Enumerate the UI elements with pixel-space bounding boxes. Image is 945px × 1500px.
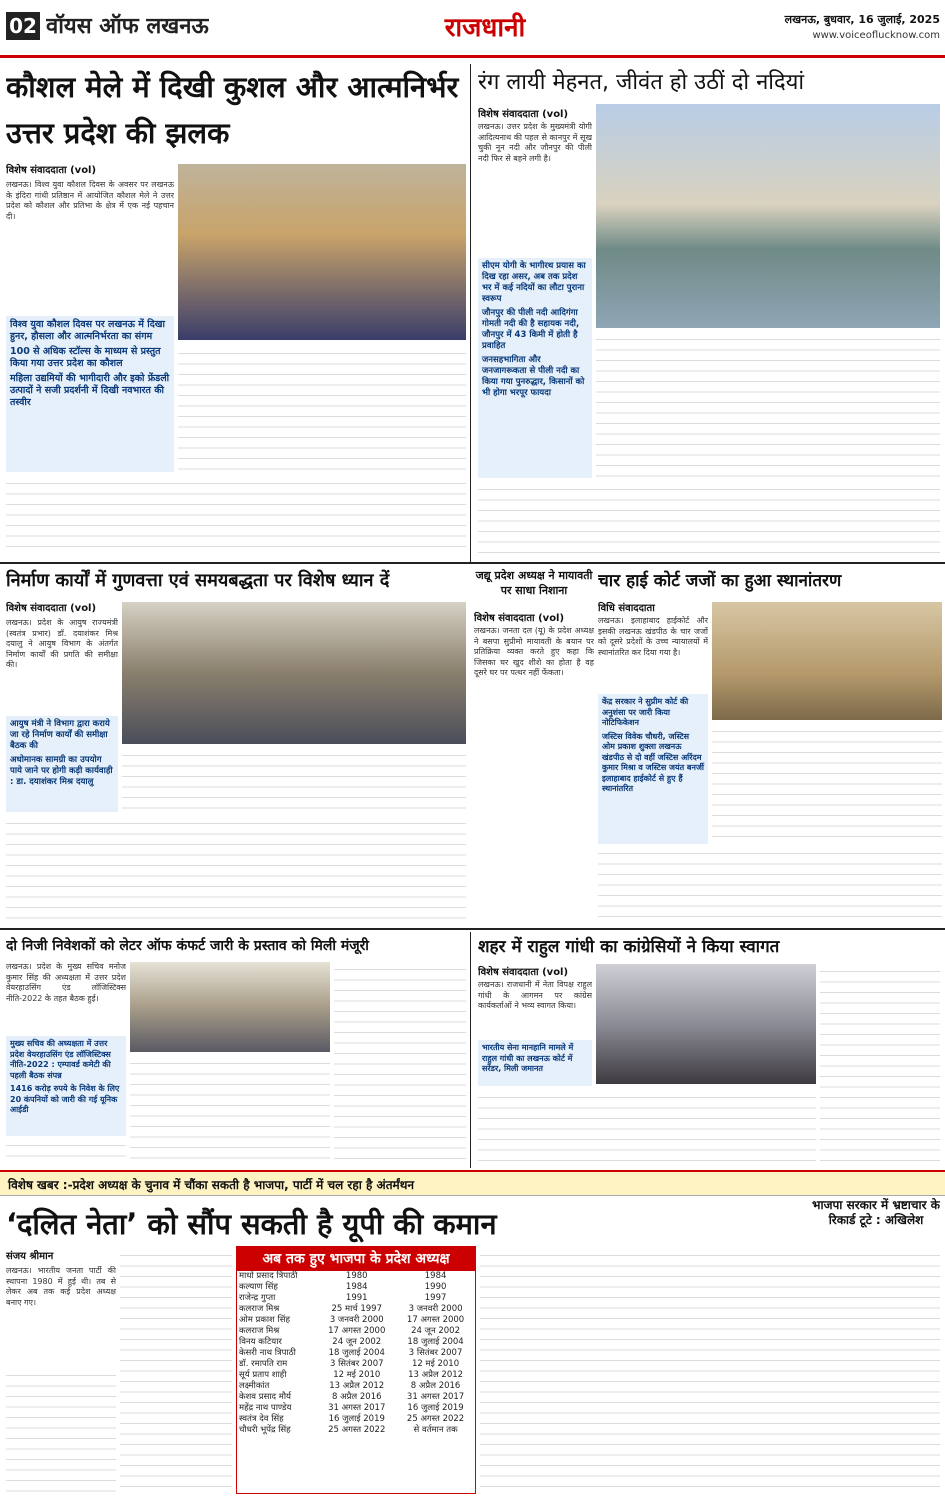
story3-photo: [122, 602, 466, 744]
story3-body-right: [122, 748, 466, 814]
presidents-table-row: [237, 1370, 475, 1381]
presidents-table-cell: महेंद्र नाथ पाण्डेय: [239, 1403, 292, 1413]
presidents-table-cell: 13 अप्रैल 2012: [329, 1381, 385, 1391]
column-divider: [470, 932, 471, 1168]
story7-byline: विशेष संवाददाता (vol): [478, 967, 569, 978]
story2-body-columns: [596, 332, 940, 478]
story8-body-col2: [120, 1248, 232, 1494]
story7-photo: [596, 964, 816, 1084]
story8-body-right: [480, 1248, 940, 1494]
presidents-table-row: [237, 1425, 475, 1436]
paper-logo: राजधानी: [444, 13, 526, 43]
presidents-table-cell: 12 मई 2010: [412, 1359, 460, 1369]
presidents-table-cell: 8 अप्रैल 2016: [331, 1392, 382, 1402]
story1-photo: [178, 164, 466, 340]
story2-photo: [596, 104, 940, 328]
story4-byline: विशेष संवाददाता (vol): [474, 613, 565, 624]
story6-body-mid: [130, 1056, 330, 1166]
presidents-table-row: [237, 1359, 475, 1370]
story1-bullet: विश्व युवा कौशल दिवस पर लखनऊ में दिखा हुनर, हौसला और आत्मनिर्भरता का संगम: [10, 319, 165, 342]
story3-lead: लखनऊ। प्रदेश के आयुष राज्यमंत्री (स्वतंत्र प्रभार) डॉ. दयाशंकर मिश्र दयालु ने आयुष विभाग के अंतर्गत निर्माण कार्यों की प्रगति की समीक्षा की।: [6, 618, 118, 669]
presidents-table-row: [237, 1271, 475, 1282]
presidents-table-cell: से वर्तमान तक: [413, 1425, 458, 1435]
presidents-table-cell: 13 अप्रैल 2012: [408, 1370, 464, 1380]
website-link[interactable]: www.voiceoflucknow.com: [812, 30, 940, 41]
presidents-table-cell: कल्याण सिंह: [239, 1282, 278, 1292]
presidents-table-row: [237, 1282, 475, 1293]
story3-bullet: आयुष मंत्री ने विभाग द्वारा कराये जा रहे निर्माण कार्यों की समीक्षा बैठक की: [10, 719, 110, 751]
presidents-table: [237, 1271, 475, 1436]
presidents-table-cell: 16 जुलाई 2019: [328, 1414, 385, 1424]
story8-byline: संजय श्रीमान: [6, 1251, 54, 1262]
story2-body-bottom: [478, 482, 940, 560]
story2-bullet: जनसहभागिता और जनजागरूकता से पीली नदी का किया गया पुनरुद्धार, किसानों को भी होगा भरपूर फायदा: [482, 355, 585, 398]
presidents-box-title: अब तक हुए भाजपा के प्रदेश अध्यक्ष: [237, 1247, 475, 1271]
presidents-table-cell: 3 सितंबर 2007: [408, 1348, 463, 1358]
section-divider: [0, 562, 945, 564]
presidents-table-cell: 1984: [345, 1282, 368, 1292]
presidents-table-row: [237, 1403, 475, 1414]
presidents-table-cell: ओम प्रकाश सिंह: [239, 1315, 290, 1325]
presidents-table-cell: माधो प्रसाद त्रिपाठी: [239, 1271, 298, 1281]
presidents-table-cell: 3 जनवरी 2000: [329, 1315, 384, 1325]
story3-headline: निर्माण कार्यों में गुणवत्ता एवं समयबद्धता पर विशेष ध्यान दें: [6, 570, 390, 591]
story1-byline: विशेष संवाददाता (vol): [6, 165, 97, 176]
presidents-table-cell: 17 अगस्त 2000: [406, 1315, 465, 1325]
story5-byline: विधि संवाददाता: [598, 603, 655, 614]
presidents-table-row: [237, 1337, 475, 1348]
presidents-table-row: [237, 1392, 475, 1403]
presidents-table-cell: 1991: [345, 1293, 368, 1303]
story5-bullet: केंद्र सरकार ने सुप्रीम कोर्ट की अनुशंसा पर जारी किया नोटिफिकेशन: [602, 697, 689, 727]
presidents-table-cell: सूर्य प्रताप शाही: [239, 1370, 287, 1380]
section-divider: [0, 928, 945, 930]
story5-body-right: [712, 724, 942, 844]
presidents-table-cell: लक्ष्मीकांत: [239, 1381, 270, 1391]
story5-lead: लखनऊ। इलाहाबाद हाईकोर्ट और इसकी लखनऊ खंडपीठ के चार जजों को दूसरे प्रदेशों के उच्च न्यायालयों में स्थानांतरित कर दिया गया है।: [598, 616, 708, 657]
story6-photo: [130, 962, 330, 1052]
story6-headline: दो निजी निवेशकों को लेटर ऑफ कंफर्ट जारी के प्रस्ताव को मिली मंजूरी: [6, 938, 369, 954]
edition-title: वॉयस ऑफ लखनऊ: [46, 14, 209, 39]
presidents-table-cell: 18 जुलाई 2004: [407, 1337, 464, 1347]
special-news-text: विशेष खबर :-प्रदेश अध्यक्ष के चुनाव में चौंका सकती है भाजपा, पार्टी में चल रहा है अंतर्मंथन: [8, 1178, 415, 1192]
presidents-table-cell: 18 जुलाई 2004: [328, 1348, 385, 1358]
story7-bullets: [478, 1040, 592, 1086]
presidents-table-cell: 17 अगस्त 2000: [328, 1326, 386, 1336]
story3-bullet: अधोमानक सामग्री का उपयोग पाये जाने पर होगी कड़ी कार्यवाही : डा. दयाशंकर मिश्र दयालु: [10, 755, 113, 787]
presidents-table-cell: 3 सितंबर 2007: [329, 1359, 384, 1369]
presidents-table-cell: 25 अगस्त 2022: [328, 1425, 386, 1435]
story7-body: [478, 1090, 816, 1166]
dateline: लखनऊ, बुधवार, 16 जुलाई, 2025: [784, 13, 940, 26]
story3-bullets: [6, 716, 118, 812]
masthead: [0, 0, 945, 58]
presidents-table-cell: केसरी नाथ त्रिपाठी: [239, 1348, 296, 1358]
story3-body: [6, 816, 466, 926]
story7-headline: शहर में राहुल गांधी का कांग्रेसियों ने किया स्वागत: [478, 937, 780, 957]
presidents-table-cell: 1984: [424, 1271, 447, 1281]
presidents-table-cell: केशव प्रसाद मौर्य: [239, 1392, 291, 1402]
story7-body-right: [820, 964, 940, 1166]
story2-byline: विशेष संवाददाता (vol): [478, 109, 569, 120]
story5-headline: चार हाई कोर्ट जजों का हुआ स्थानांतरण: [598, 571, 842, 591]
page-number: 02: [6, 12, 40, 40]
story5-bullet: जस्टिस विवेक चौधरी, जस्टिस ओम प्रकाश शुक्ला लखनऊ खंडपीठ से दो वहीं जस्टिस अरिंदम कुमार मिश्रा व जस्टिस जयंत बनर्जी इलाहाबाद हाईकोर्ट से हुए हैं स्थानांतरित: [602, 731, 704, 793]
story1-lead: लखनऊ। विश्व युवा कौशल दिवस के अवसर पर लखनऊ के इंदिरा गांधी प्रतिष्ठान में आयोजित कौशल मेले ने उत्तर प्रदेश को कौशल और प्रतिभा के क्षेत्र में एक नई पहचान दी।: [6, 180, 174, 221]
presidents-table-cell: 1980: [345, 1271, 368, 1281]
story1-bullet: 100 से अधिक स्टॉल्स के माध्यम से प्रस्तुत किया गया उत्तर प्रदेश का कौशल: [10, 346, 161, 369]
story7-bullet: भारतीय सेना मानहानि मामले में राहुल गांधी का लखनऊ कोर्ट में सरेंडर, मिली जमानत: [482, 1043, 574, 1073]
presidents-table-row: [237, 1348, 475, 1359]
story6-bullet: मुख्य सचिव की अध्यक्षता में उत्तर प्रदेश वेयरहाउसिंग एंड लॉजिस्टिक्स नीति-2022 : एम्पावर्ड कमेटी की पहली बैठक संपन्न: [10, 1039, 111, 1080]
story5-photo: [712, 602, 942, 720]
presidents-table-cell: कलराज मिश्र: [239, 1304, 280, 1314]
story6-body: [334, 962, 466, 1166]
story1-bullets: [6, 316, 174, 472]
presidents-table-cell: कलराज मिश्र: [239, 1326, 280, 1336]
presidents-table-cell: 25 मार्च 1997: [331, 1304, 383, 1314]
story6-lead: लखनऊ। प्रदेश के मुख्य सचिव मनोज कुमार सिंह की अध्यक्षता में उत्तर प्रदेश वेयरहाउसिंग एंड लॉजिस्टिक्स नीति-2022 के तहत बैठक हुई।: [6, 962, 126, 1003]
story4-lead: लखनऊ। जनता दल (यू) के प्रदेश अध्यक्ष ने बसपा सुप्रीमो मायावती के बयान पर प्रतिक्रिया व्यक्त करते हुए कहा कि जिसका घर खुद शीशे का होता है वह दूसरे घर पर पत्थर नहीं फेंकता।: [474, 626, 594, 677]
story1-headline: कौशल मेले में दिखी कुशल और आत्मनिर्भर उत्तर प्रदेश की झलक: [6, 70, 459, 150]
story2-bullet: जौनपुर की पीली नदी आदिगंगा गोमती नदी की है सहायक नदी, जौनपुर में 43 किमी में होती है प्रवाहित: [482, 308, 580, 351]
presidents-table-cell: राजेन्द्र गुप्ता: [239, 1293, 276, 1303]
story2-lead: लखनऊ। उत्तर प्रदेश के मुख्यमंत्री योगी आदित्यनाथ की पहल से कानपुर में सूख चुकी नून नदी और जौनपुर की पीली नदी फिर से बहने लगी है।: [478, 122, 592, 163]
story8-lead: लखनऊ। भारतीय जनता पार्टी की स्थापना 1980 में हुई थी। तब से लेकर अब तक कई प्रदेश अध्यक्ष बनाए गए।: [6, 1266, 116, 1307]
story7-lead: लखनऊ। राजधानी में नेता विपक्ष राहुल गांधी के आगमन पर कांग्रेस कार्यकर्ताओं ने भव्य स्वागत किया।: [478, 980, 592, 1010]
presidents-table-cell: 24 जून 2002: [411, 1326, 461, 1336]
story5-body: [598, 846, 942, 926]
presidents-table-row: [237, 1326, 475, 1337]
presidents-table-cell: 8 अप्रैल 2016: [410, 1381, 461, 1391]
story4-headline: जद्यू प्रदेश अध्यक्ष ने मायावती पर साधा निशाना: [475, 569, 593, 597]
presidents-table-cell: चौधरी भूपेंद्र सिंह: [239, 1425, 291, 1435]
presidents-table-cell: 1990: [424, 1282, 447, 1292]
story2-headline: रंग लायी मेहनत, जीवंत हो उठीं दो नदियां: [478, 70, 805, 95]
presidents-table-row: [237, 1293, 475, 1304]
story2-bullet: सीएम योगी के भागीरथ प्रयास का दिख रहा असर, अब तक प्रदेश भर में कई नदियों का लौटा पुराना स्वरूप: [482, 261, 586, 304]
column-divider: [470, 64, 471, 562]
presidents-table-row: [237, 1381, 475, 1392]
story8-headline: ‘दलित नेता’ को सौंप सकती है यूपी की कमान: [6, 1207, 497, 1241]
presidents-table-cell: 12 मई 2010: [333, 1370, 381, 1380]
presidents-table-cell: 24 जून 2002: [332, 1337, 382, 1347]
presidents-table-cell: डॉ. रमापति राम: [239, 1359, 288, 1369]
story8-body-left: [6, 1368, 116, 1494]
special-news-strip: [0, 1170, 945, 1196]
story5-bullets: [598, 694, 708, 844]
story1-body-columns: [6, 476, 466, 556]
presidents-table-cell: 31 अगस्त 2017: [406, 1392, 465, 1402]
story1-body-right: [178, 346, 466, 474]
story2-bullets: [478, 258, 592, 478]
presidents-table-cell: 1997: [424, 1293, 447, 1303]
story6-bullet: 1416 करोड़ रुपये के निवेश के लिए 20 कंपनियों को जारी की गई यूनिक आईडी: [10, 1084, 120, 1114]
presidents-table-cell: स्वतंत्र देव सिंह: [239, 1414, 284, 1424]
story1-bullet: महिला उद्यमियों की भागीदारी और इको फ्रेंडली उत्पादों ने सजी प्रदर्शनी में दिखी नवभारत की तस्वीर: [10, 373, 170, 408]
story6-bullets: [6, 1036, 126, 1136]
presidents-table-cell: विनय कटियार: [239, 1337, 282, 1347]
presidents-table-row: [237, 1304, 475, 1315]
story3-byline: विशेष संवाददाता (vol): [6, 603, 97, 614]
presidents-table-cell: 16 जुलाई 2019: [407, 1403, 464, 1413]
presidents-table-row: [237, 1414, 475, 1425]
story6-body-left: [6, 1138, 126, 1166]
presidents-box: [236, 1246, 476, 1494]
presidents-table-cell: 31 अगस्त 2017: [328, 1403, 386, 1413]
presidents-table-cell: 3 जनवरी 2000: [408, 1304, 463, 1314]
presidents-table-row: [237, 1315, 475, 1326]
sidebox-headline: भाजपा सरकार में भ्रष्टाचार के रिकार्ड टूटे : अखिलेश: [812, 1198, 940, 1227]
presidents-table-cell: 25 अगस्त 2022: [406, 1414, 465, 1424]
